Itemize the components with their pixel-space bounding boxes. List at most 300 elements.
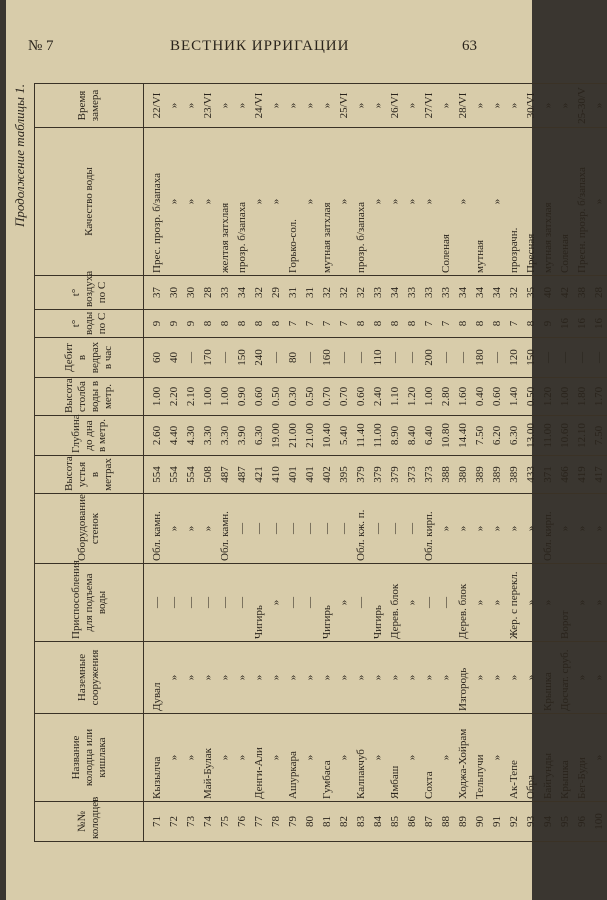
table-cell: 6.40	[420, 416, 437, 456]
table-cell: 8	[250, 310, 267, 338]
table-cell: Ворот	[556, 564, 573, 642]
column-header: t° воды по С	[35, 310, 144, 338]
table-cell: 8	[216, 310, 233, 338]
table-cell: 40	[539, 276, 556, 310]
table-cell: —	[301, 494, 318, 564]
table-cell: 95	[556, 802, 573, 842]
table-cell: 25-30/V	[573, 84, 590, 128]
table-cell: 8	[488, 310, 505, 338]
table-cell: 30	[165, 276, 182, 310]
table-cell: прозр. б/запаха	[352, 128, 369, 276]
table-cell: »	[284, 642, 301, 714]
table-row	[454, 84, 471, 842]
table-cell: 38	[573, 276, 590, 310]
table-cell: »	[301, 128, 318, 276]
table-cell: —	[284, 494, 301, 564]
table-cell: 7	[420, 310, 437, 338]
table-cell: 7	[318, 310, 335, 338]
table-cell: 2.10	[182, 378, 199, 416]
table-cell: —	[335, 338, 352, 378]
table-cell: —	[437, 564, 454, 642]
table-cell: —	[386, 338, 403, 378]
table-cell: »	[471, 564, 488, 642]
table-cell: »	[318, 642, 335, 714]
table-cell: 0.50	[301, 378, 318, 416]
table-cell: 29	[267, 276, 284, 310]
table-cell: 11.00	[369, 416, 386, 456]
table-cell: 1.00	[144, 378, 166, 416]
table-cell: 2.20	[165, 378, 182, 416]
table-cell: »	[420, 128, 437, 276]
table-cell: Обл. кирп.	[539, 494, 556, 564]
table-cell: 150	[233, 338, 250, 378]
table-cell: Май-Булак	[199, 714, 216, 802]
table-cell: —	[233, 494, 250, 564]
table-cell: »	[522, 494, 539, 564]
table-cell: 34	[471, 276, 488, 310]
table-cell: »	[471, 494, 488, 564]
table-cell: Крышка	[556, 714, 573, 802]
table-cell: »	[182, 84, 199, 128]
table-cell: 1.00	[420, 378, 437, 416]
table-cell: 100	[590, 802, 607, 842]
table-cell: »	[488, 642, 505, 714]
table-cell: »	[216, 714, 233, 802]
table-cell: 35	[522, 276, 539, 310]
table-cell: 30/VI	[522, 84, 539, 128]
column-header: Приспособления для подъема воды	[35, 564, 144, 642]
table-cell: 91	[488, 802, 505, 842]
table-cell: прозрачн.	[505, 128, 522, 276]
table-row	[199, 84, 216, 842]
table-cell: 0.90	[233, 378, 250, 416]
table-cell: 2.40	[369, 378, 386, 416]
table-cell: 81	[318, 802, 335, 842]
table-cell: Чигирь	[250, 564, 267, 642]
table-cell: мутная затхлая	[539, 128, 556, 276]
table-cell: Тельпучи	[471, 714, 488, 802]
table-cell: мутная	[471, 128, 488, 276]
table-cell: 8	[369, 310, 386, 338]
table-cell: —	[250, 494, 267, 564]
table-cell: 6.30	[250, 416, 267, 456]
table-cell: —	[352, 564, 369, 642]
table-cell: 94	[539, 802, 556, 842]
table-cell: —	[284, 564, 301, 642]
table-cell: 508	[199, 456, 216, 494]
table-cell: 21.00	[284, 416, 301, 456]
table-cell: 110	[369, 338, 386, 378]
table-cell: 7.50	[590, 416, 607, 456]
table-cell: 401	[284, 456, 301, 494]
table-cell: 84	[369, 802, 386, 842]
table-cell: Гумбаса	[318, 714, 335, 802]
table-cell: Крышка	[539, 642, 556, 714]
table-cell: 26/VI	[386, 84, 403, 128]
table-cell: 40	[165, 338, 182, 378]
table-cell: 74	[199, 802, 216, 842]
table-cell: —	[233, 564, 250, 642]
table-cell: »	[182, 642, 199, 714]
table-cell: желтая затхлая	[216, 128, 233, 276]
table-cell: »	[590, 564, 607, 642]
table-cell: —	[267, 338, 284, 378]
table-cell: »	[301, 642, 318, 714]
table-cell: —	[182, 564, 199, 642]
table-cell: »	[301, 714, 318, 802]
table-cell: 16	[573, 310, 590, 338]
table-cell: —	[352, 338, 369, 378]
table-cell: 83	[352, 802, 369, 842]
column-header: Глубина до дна в метр.	[35, 416, 144, 456]
table-cell: »	[488, 564, 505, 642]
table-cell: 417	[590, 456, 607, 494]
table-cell: 6.30	[505, 416, 522, 456]
table-cell: 419	[573, 456, 590, 494]
table-cell: »	[556, 84, 573, 128]
table-cell: 13.00	[522, 416, 539, 456]
table-cell: 379	[386, 456, 403, 494]
table-row	[284, 84, 301, 842]
table-cell: 160	[318, 338, 335, 378]
table-cell: 33	[216, 276, 233, 310]
table-cell: 0.50	[267, 378, 284, 416]
table-cell: »	[403, 128, 420, 276]
table-cell: »	[403, 564, 420, 642]
table-cell: —	[165, 564, 182, 642]
table-cell: 76	[233, 802, 250, 842]
column-header: Название колодца или кишлака	[35, 714, 144, 802]
page-number: 63	[462, 38, 477, 54]
table-row	[437, 84, 454, 842]
table-cell: 554	[182, 456, 199, 494]
table-cell: 19.00	[267, 416, 284, 456]
table-cell: —	[488, 338, 505, 378]
table-cell: »	[233, 642, 250, 714]
table-cell: Соленая	[437, 128, 454, 276]
table-cell: 380	[454, 456, 471, 494]
table-cell: Досчат. сруб.	[556, 642, 573, 714]
table-cell: 433	[522, 456, 539, 494]
table-row	[556, 84, 573, 842]
table-cell: 85	[386, 802, 403, 842]
table-cell: 8.40	[403, 416, 420, 456]
table-cell: 86	[403, 802, 420, 842]
table-cell: Дерев. блок	[386, 564, 403, 642]
table-cell: Ямбаш	[386, 714, 403, 802]
table-cell: 7	[335, 310, 352, 338]
table-cell: 12.10	[573, 416, 590, 456]
table-cell: »	[437, 494, 454, 564]
table-cell: —	[267, 494, 284, 564]
table-cell: »	[590, 84, 607, 128]
table-cell: Обра	[522, 714, 539, 802]
table-cell: 554	[165, 456, 182, 494]
table-cell: Обл. кирп.	[420, 494, 437, 564]
table-cell: Ходжа-Хойрам	[454, 714, 471, 802]
table-cell: 82	[335, 802, 352, 842]
table-cell: 373	[403, 456, 420, 494]
table-cell: 31	[284, 276, 301, 310]
table-cell: 33	[369, 276, 386, 310]
table-cell: 2.60	[144, 416, 166, 456]
table-cell: Дувал	[144, 642, 166, 714]
table-cell: »	[352, 84, 369, 128]
table-cell: —	[556, 338, 573, 378]
table-cell: Ак-Тепе	[505, 714, 522, 802]
table-cell: 80	[301, 802, 318, 842]
table-cell: 16	[590, 310, 607, 338]
table-cell: 6.20	[488, 416, 505, 456]
header-row	[35, 84, 144, 842]
table-cell: Обл. камн.	[216, 494, 233, 564]
table-cell: 10.60	[556, 416, 573, 456]
table-row	[352, 84, 369, 842]
table-cell: Пресная	[522, 128, 539, 276]
table-cell: 23/VI	[199, 84, 216, 128]
table-cell: »	[199, 128, 216, 276]
table-cell: 373	[420, 456, 437, 494]
table-cell: 1.20	[539, 378, 556, 416]
table-cell: 78	[267, 802, 284, 842]
table-cell: 92	[505, 802, 522, 842]
table-cell: »	[590, 714, 607, 802]
table-cell: —	[318, 494, 335, 564]
table-cell: »	[437, 642, 454, 714]
table-row	[471, 84, 488, 842]
table-cell: 77	[250, 802, 267, 842]
table-cell: »	[250, 128, 267, 276]
table-cell: »	[335, 714, 352, 802]
table-row	[165, 84, 182, 842]
table-cell: »	[488, 714, 505, 802]
table-row	[488, 84, 505, 842]
table-cell: »	[267, 564, 284, 642]
table-cell: 96	[573, 802, 590, 842]
table-cell: »	[216, 84, 233, 128]
table-cell: —	[216, 564, 233, 642]
table-cell: 1.20	[403, 378, 420, 416]
table-cell: 0.60	[352, 378, 369, 416]
table-cell: Пресн. прозр. б/запаха	[573, 128, 590, 276]
table-cell: Бег-Буди	[573, 714, 590, 802]
table-cell: »	[488, 494, 505, 564]
table-cell: 8	[403, 310, 420, 338]
table-cell: 87	[420, 802, 437, 842]
table-cell: 1.70	[590, 378, 607, 416]
table-cell: —	[590, 338, 607, 378]
table-cell: —	[182, 338, 199, 378]
table-cell: 8	[199, 310, 216, 338]
table-cell: —	[403, 494, 420, 564]
table-cell: 0.70	[318, 378, 335, 416]
table-cell: 466	[556, 456, 573, 494]
table-cell: »	[335, 128, 352, 276]
table-cell: 7.50	[471, 416, 488, 456]
wells-table	[34, 83, 607, 842]
table-cell: 379	[369, 456, 386, 494]
table-cell: 3.30	[199, 416, 216, 456]
table-cell: —	[199, 564, 216, 642]
table-row	[318, 84, 335, 842]
table-cell: 0.50	[522, 378, 539, 416]
table-cell: 10.40	[318, 416, 335, 456]
table-cell: 28	[590, 276, 607, 310]
table-cell: 389	[471, 456, 488, 494]
table-cell: 16	[556, 310, 573, 338]
table-cell: »	[199, 642, 216, 714]
table-cell: »	[573, 564, 590, 642]
table-cell: Обл. кж. п.	[352, 494, 369, 564]
table-cell: »	[301, 84, 318, 128]
table-cell: 90	[471, 802, 488, 842]
table-cell: »	[369, 84, 386, 128]
table-cell: 487	[233, 456, 250, 494]
table-cell: »	[488, 84, 505, 128]
table-cell: 34	[454, 276, 471, 310]
table-cell: 1.00	[216, 378, 233, 416]
table-cell: »	[165, 494, 182, 564]
table-cell: 8	[233, 310, 250, 338]
table-cell: »	[556, 494, 573, 564]
table-cell: 0.40	[471, 378, 488, 416]
table-cell: 4.30	[182, 416, 199, 456]
rotated-table-block	[12, 84, 605, 842]
table-cell: 9	[144, 310, 166, 338]
table-cell: »	[539, 84, 556, 128]
table-row	[144, 84, 166, 842]
table-cell: —	[539, 338, 556, 378]
table-cell: 150	[522, 338, 539, 378]
table-cell: 1.00	[199, 378, 216, 416]
table-cell: —	[454, 338, 471, 378]
table-cell: —	[301, 338, 318, 378]
table-cell: »	[250, 642, 267, 714]
table-cell: »	[488, 128, 505, 276]
table-cell: 1.10	[386, 378, 403, 416]
table-cell: Байгунды	[539, 714, 556, 802]
table-cell: 3.30	[216, 416, 233, 456]
table-cell: »	[471, 84, 488, 128]
table-cell: 10.80	[437, 416, 454, 456]
table-cell: 11.40	[352, 416, 369, 456]
table-cell: 240	[250, 338, 267, 378]
table-row	[522, 84, 539, 842]
table-row	[301, 84, 318, 842]
table-cell: —	[369, 494, 386, 564]
table-cell: —	[144, 564, 166, 642]
table-row	[573, 84, 590, 842]
table-cell: 72	[165, 802, 182, 842]
table-cell: —	[403, 338, 420, 378]
table-row	[335, 84, 352, 842]
table-cell: 34	[386, 276, 403, 310]
table-cell: 120	[505, 338, 522, 378]
table-cell: —	[216, 338, 233, 378]
table-cell: »	[233, 84, 250, 128]
table-cell: 371	[539, 456, 556, 494]
table-cell: 5.40	[335, 416, 352, 456]
table-cell: 32	[318, 276, 335, 310]
table-cell: 8	[454, 310, 471, 338]
continuation-note: Продолжение таблицы 1.	[12, 84, 27, 228]
table-cell: »	[505, 494, 522, 564]
table-cell: »	[165, 84, 182, 128]
table-cell: »	[165, 128, 182, 276]
table-cell: »	[369, 642, 386, 714]
table-cell: 9	[182, 310, 199, 338]
table-cell: Обл. камн.	[144, 494, 166, 564]
table-cell: 8	[471, 310, 488, 338]
table-cell: 4.40	[165, 416, 182, 456]
table-cell: 8.90	[386, 416, 403, 456]
table-cell: 0.60	[488, 378, 505, 416]
table-cell: »	[335, 564, 352, 642]
table-cell: 388	[437, 456, 454, 494]
table-cell: 401	[301, 456, 318, 494]
table-cell: 7	[437, 310, 454, 338]
table-cell: »	[454, 494, 471, 564]
column-header: Оборудование стенок	[35, 494, 144, 564]
table-cell: 73	[182, 802, 199, 842]
table-cell: 28	[199, 276, 216, 310]
table-cell: 0.60	[250, 378, 267, 416]
table-cell: 33	[420, 276, 437, 310]
table-cell: »	[318, 84, 335, 128]
table-cell: 93	[522, 802, 539, 842]
table-cell: 32	[250, 276, 267, 310]
table-cell: »	[471, 642, 488, 714]
table-row	[539, 84, 556, 842]
table-cell: »	[165, 714, 182, 802]
table-row	[369, 84, 386, 842]
table-cell: »	[199, 494, 216, 564]
table-cell: —	[335, 494, 352, 564]
table-cell: »	[267, 84, 284, 128]
table-cell: Жер. с перекл.	[505, 564, 522, 642]
table-cell: 395	[335, 456, 352, 494]
table-cell: »	[590, 128, 607, 276]
table-cell: »	[590, 642, 607, 714]
table-cell: 34	[488, 276, 505, 310]
table-cell: 32	[505, 276, 522, 310]
table-cell: »	[233, 714, 250, 802]
table-cell: 8	[267, 310, 284, 338]
table-cell: 71	[144, 802, 166, 842]
table-cell: »	[182, 714, 199, 802]
table-cell: Денги-Али	[250, 714, 267, 802]
table-cell: 33	[403, 276, 420, 310]
table-cell: 42	[556, 276, 573, 310]
issue-number: № 7	[28, 38, 54, 54]
table-cell: 60	[144, 338, 166, 378]
table-cell: »	[573, 494, 590, 564]
table-cell: »	[352, 642, 369, 714]
table-cell: Ашуркара	[284, 714, 301, 802]
table-cell: Кызылча	[144, 714, 166, 802]
table-cell: »	[522, 564, 539, 642]
table-cell: »	[573, 642, 590, 714]
table-cell: Соленая	[556, 128, 573, 276]
table-cell: »	[369, 128, 386, 276]
table-cell: »	[454, 128, 471, 276]
table-cell: 33	[437, 276, 454, 310]
table-cell: Сохта	[420, 714, 437, 802]
table-cell: 21.00	[301, 416, 318, 456]
table-row	[267, 84, 284, 842]
table-cell: 180	[471, 338, 488, 378]
table-body	[144, 84, 607, 842]
